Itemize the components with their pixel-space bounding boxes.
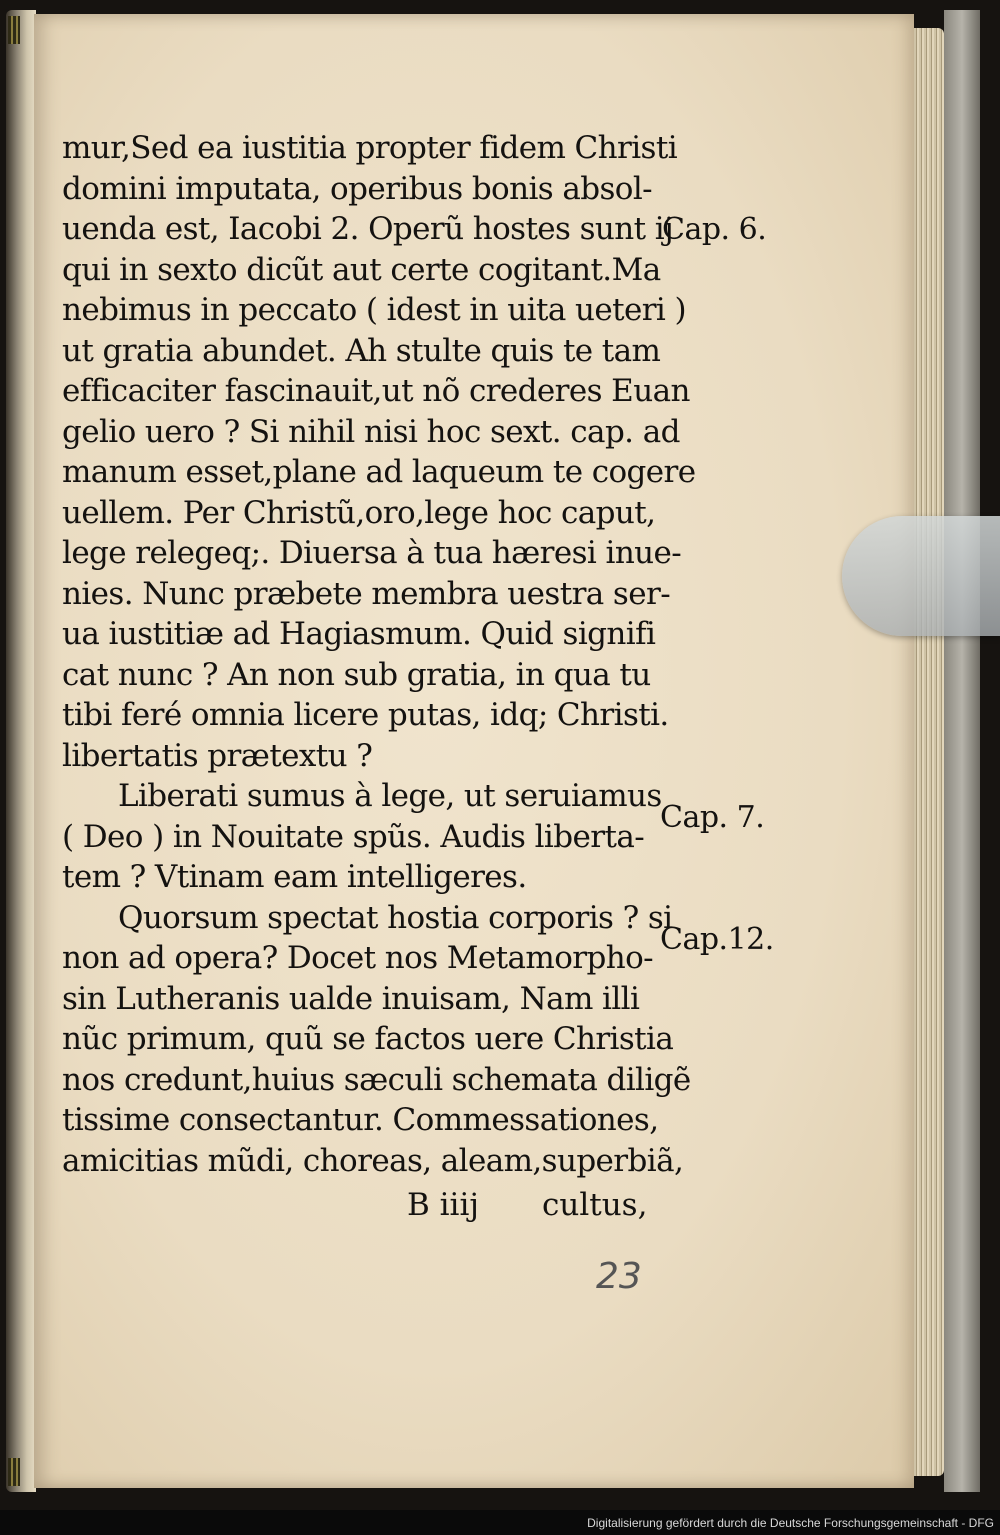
text-line: efficaciter fascinauit,ut nõ crederes Euan [62,373,690,409]
text-line: Liberati sumus à lege, ut seruiamus [118,778,662,814]
text-line: sin Lutheranis ualde inuisam, Nam illi [62,980,640,1017]
plastic-page-clip [842,516,1000,636]
book-cover-board [944,10,980,1492]
footer-credit: Digitalisierung gefördert durch die Deutsche Forschungsgemeinschaft - DFG [587,1516,994,1530]
text-line: domini imputata, operibus bonis absol- [62,170,653,207]
margin-note-cap-12: Cap.12. [660,922,774,957]
text-line: lege relegeq;. Diuersa à tua hæresi inue- [62,535,682,571]
text-line: tissime consectantur. Commessationes, [62,1102,659,1138]
margin-note-cap-7: Cap. 7. [660,800,765,835]
text-line: nebimus in peccato ( idest in uita ueteri ) [62,292,686,328]
text-line: cat nunc ? An non sub gratia, in qua tu [62,656,651,693]
text-line: mur,Sed ea iustitia propter fidem Christi [62,130,678,166]
text-block [62,128,696,1229]
folio-number: 23 [596,1256,642,1297]
text-line: ut gratia abundet. Ah stulte quis te tam [62,332,661,369]
text-line: tibi feré omnia licere putas, idq; Christi. [62,697,669,733]
text-line: gelio uero ? Si nihil nisi hoc sext. cap. ad [62,413,680,450]
text-line: nies. Nunc præbete membra uestra ser- [62,575,671,612]
text-line: Quorsum spectat hostia corporis ? si [118,899,673,936]
text-line: amicitias mũdi, choreas, aleam,superbiã, [62,1142,684,1179]
text-line: non ad opera? Docet nos Metamorpho- [62,940,654,976]
catchword: cultus, [542,1187,648,1223]
signature-mark: B iiij [407,1187,479,1223]
spine-band-top [8,16,20,44]
text-line: nũc primum, quũ se factos uere Christia [62,1021,674,1057]
book-left-edge [6,10,36,1492]
text-line: ua iustitiæ ad Hagiasmum. Quid signifi [62,616,656,652]
text-line: uellem. Per Christũ,oro,lege hoc caput, [62,494,656,531]
text-line: tem ? Vtinam eam intelligeres. [62,859,527,895]
spine-band-bottom [8,1458,20,1486]
text-line: uenda est, Iacobi 2. Operũ hostes sunt ij [62,211,674,247]
text-line: manum esset,plane ad laqueum te cogere [62,454,696,490]
margin-note-cap-6: Cap. 6. [662,212,767,247]
text-line: nos credunt,huius sæculi schemata diligẽ [62,1061,691,1098]
text-line: qui in sexto dicũt aut certe cogitant.Ma [62,251,661,288]
footer-bar [0,1510,1000,1535]
text-line: ( Deo ) in Nouitate spũs. Audis liberta- [62,818,645,855]
text-line: libertatis prætextu ? [62,737,373,774]
catchline [62,1181,682,1229]
